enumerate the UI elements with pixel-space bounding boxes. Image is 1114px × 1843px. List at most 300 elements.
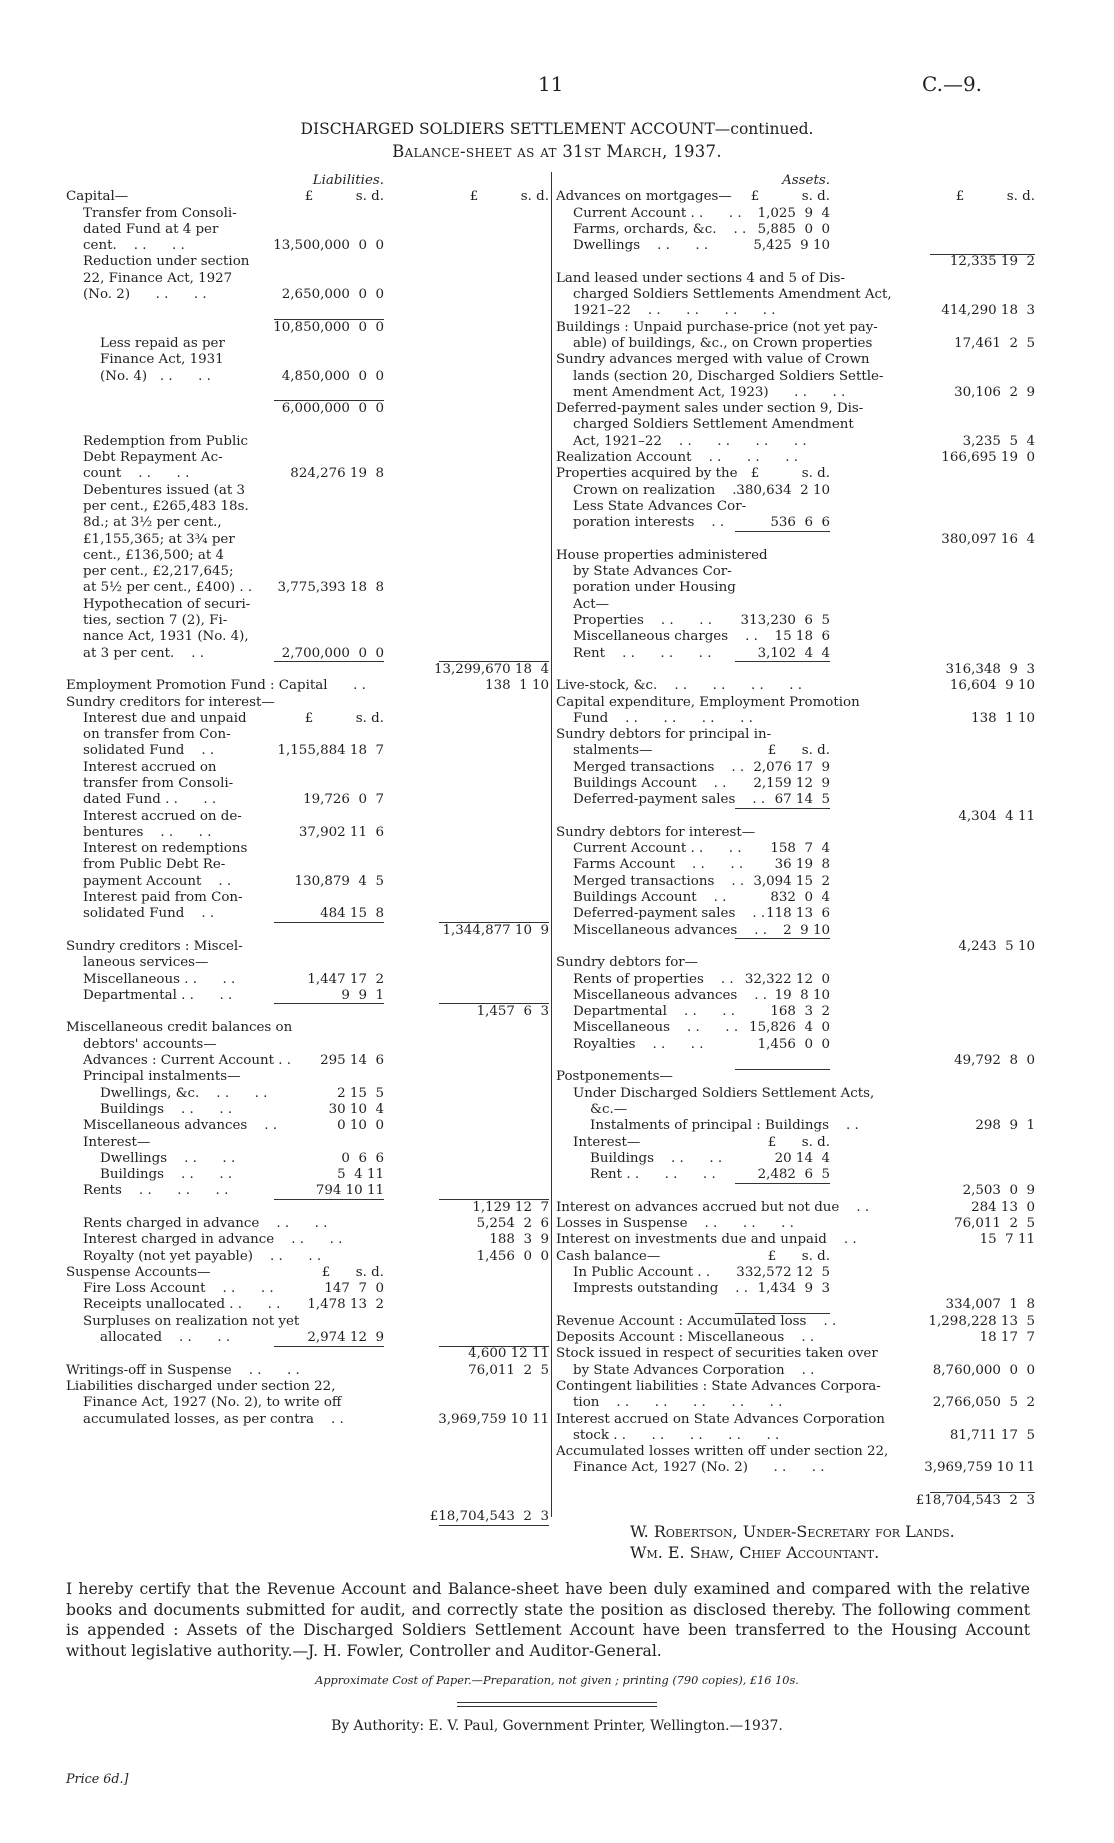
assets-label: Deferred-payment sales . . xyxy=(556,906,766,922)
liabilities-amount-inner: 0 6 6 xyxy=(341,1150,384,1166)
liabilities-row xyxy=(66,271,549,287)
assets-amount-inner: 1,456 0 0 xyxy=(757,1036,830,1052)
assets-label: stalments— xyxy=(556,743,653,759)
liabilities-amount-total: 1,344,877 10 9 xyxy=(442,922,549,938)
subtotal-rule xyxy=(274,400,384,401)
liabilities-row xyxy=(66,1004,549,1020)
liabilities-amount-inner: 2,974 12 9 xyxy=(307,1330,384,1346)
assets-label: Miscellaneous charges . . xyxy=(556,629,758,645)
liabilities-row xyxy=(66,1460,549,1476)
liabilities-amount-inner: 2 15 5 xyxy=(337,1085,384,1101)
liabilities-label: Advances : Current Account . . xyxy=(66,1053,292,1069)
liabilities-amount-total: 1,456 0 0 xyxy=(476,1248,549,1264)
assets-label: stock . . . . . . . . . . xyxy=(556,1427,780,1443)
assets-label: Miscellaneous advances . . xyxy=(556,922,768,938)
footer-rule-top xyxy=(457,1702,657,1703)
liabilities-amount-inner: 30 10 4 xyxy=(328,1101,384,1117)
liabilities-label: nance Act, 1931 (No. 4), xyxy=(66,629,249,645)
liabilities-label: Employment Promotion Fund : Capital . . xyxy=(66,678,366,694)
liabilities-label: Transfer from Consoli- xyxy=(66,205,237,221)
liabilities-row xyxy=(66,776,549,792)
assets-row xyxy=(556,1493,1035,1509)
liabilities-amount-inner: 794 10 11 xyxy=(315,1183,384,1199)
subtotal-rule xyxy=(735,661,830,662)
assets-row xyxy=(556,1020,1035,1036)
assets-row xyxy=(556,401,1035,417)
assets-label: Buildings : Unpaid purchase-price (not yet pay- xyxy=(556,319,878,335)
assets-label: charged Soldiers Settlements Amendment Act, xyxy=(556,287,892,303)
assets-row xyxy=(556,1314,1035,1330)
assets-label: lands (section 20, Discharged Soldiers Settle- xyxy=(556,368,884,384)
assets-row xyxy=(556,1200,1035,1216)
assets-row xyxy=(556,841,1035,857)
assets-row xyxy=(556,1118,1035,1134)
liabilities-row xyxy=(66,743,549,759)
liabilities-amount-total: £ s. d. xyxy=(469,189,549,205)
liabilities-row xyxy=(66,580,549,596)
liabilities-label: £1,155,365; at 3¾ per xyxy=(66,531,235,547)
liabilities-row xyxy=(66,1265,549,1281)
liabilities-label: dated Fund at 4 per xyxy=(66,221,219,237)
assets-amount-total: 17,461 2 5 xyxy=(954,335,1035,351)
liabilities-label: Principal instalments— xyxy=(66,1069,241,1085)
assets-row xyxy=(556,1412,1035,1428)
assets-label: Live-stock, &c. . . . . . . . . xyxy=(556,678,803,694)
assets-label: Farms, orchards, &c. . . xyxy=(556,221,747,237)
assets-label: Capital expenditure, Employment Promotion xyxy=(556,694,860,710)
assets-row xyxy=(556,434,1035,450)
assets-label: tion . . . . . . . . . . xyxy=(556,1395,783,1411)
assets-row xyxy=(556,206,1035,222)
assets-label: poration under Housing xyxy=(556,580,736,596)
liabilities-amount-inner: £ s. d. xyxy=(304,710,384,726)
liabilities-label: from Public Debt Re- xyxy=(66,857,226,873)
assets-label: Fund . . . . . . . . xyxy=(556,710,753,726)
liabilities-row xyxy=(66,1086,549,1102)
liabilities-label: Suspense Accounts— xyxy=(66,1264,211,1280)
assets-label: Cash balance— xyxy=(556,1248,661,1264)
liabilities-label: 8d.; at 3½ per cent., xyxy=(66,515,222,531)
assets-label: Departmental . . . . xyxy=(556,1004,736,1020)
assets-label: Losses in Suspense . . . . . . xyxy=(556,1216,794,1231)
liabilities-amount-total: 1,457 6 3 xyxy=(476,1004,549,1020)
assets-amount-total: 81,711 17 5 xyxy=(949,1427,1035,1443)
liabilities-row xyxy=(66,1444,549,1460)
liabilities-label: Sundry creditors : Miscel- xyxy=(66,938,243,954)
assets-row xyxy=(556,483,1035,499)
audit-certificate: I hereby certify that the Revenue Account and Balance-sheet have been duly examined and compared with the relative books and documents submitted for audit, and correctly state the position as disclosed thereby. The following comment is appended : Assets of the Discharged Soldiers Settlement Account have been transferred to the Housing Account without legislative authority.—J. H. Fowler, Controller and Auditor-General. xyxy=(66,1580,1030,1660)
assets-amount-total: 298 9 1 xyxy=(975,1118,1035,1134)
subtotal-rule xyxy=(439,1003,549,1004)
liabilities-label: Dwellings, &c. . . . . xyxy=(66,1085,268,1101)
liabilities-row xyxy=(66,792,549,808)
assets-amount-total: £18,704,543 2 3 xyxy=(915,1493,1035,1509)
liabilities-label: Capital— xyxy=(66,189,129,205)
assets-label: Miscellaneous . . . . xyxy=(556,1020,739,1036)
account-title: DISCHARGED SOLDIERS SETTLEMENT ACCOUNT—continued. xyxy=(300,120,814,138)
assets-row xyxy=(556,678,1035,694)
footer-rule-bottom xyxy=(457,1706,657,1707)
assets-label: Interest accrued on State Advances Corporation xyxy=(556,1411,885,1427)
liabilities-label: Interest charged in advance . . . . xyxy=(66,1232,343,1248)
assets-label: Finance Act, 1927 (No. 2) . . . . xyxy=(556,1460,825,1476)
assets-label: Rent . . . . . . xyxy=(556,645,712,661)
assets-amount-total: 2,766,050 5 2 xyxy=(932,1395,1035,1411)
liabilities-amount-total: 3,969,759 10 11 xyxy=(438,1411,549,1427)
assets-row xyxy=(556,613,1035,629)
assets-row xyxy=(556,1216,1035,1232)
assets-amount-total: 30,106 2 9 xyxy=(954,384,1035,400)
liabilities-row xyxy=(66,1167,549,1183)
liabilities-amount-inner: 130,879 4 5 xyxy=(294,873,384,889)
liabilities-label: Writings-off in Suspense . . . . xyxy=(66,1362,300,1378)
assets-row xyxy=(556,352,1035,368)
liabilities-row xyxy=(66,906,549,922)
subtotal-rule xyxy=(439,1199,549,1200)
assets-label: Royalties . . . . xyxy=(556,1036,704,1052)
assets-label: Instalments of principal : Buildings . . xyxy=(556,1118,859,1134)
liabilities-row xyxy=(66,613,549,629)
assets-row xyxy=(556,1069,1035,1085)
liabilities-column xyxy=(66,173,549,1526)
assets-label: Contingent liabilities : State Advances Corpora- xyxy=(556,1378,881,1394)
assets-row xyxy=(556,515,1035,531)
liabilities-row xyxy=(66,1053,549,1069)
assets-row xyxy=(556,1037,1035,1053)
liabilities-amount-inner: 10,850,000 0 0 xyxy=(273,319,384,335)
assets-label: Farms Account . . . . xyxy=(556,857,744,873)
assets-row xyxy=(556,776,1035,792)
assets-amount-inner: 20 14 4 xyxy=(774,1150,830,1166)
liabilities-label: Miscellaneous advances . . xyxy=(66,1118,278,1134)
liabilities-row xyxy=(66,287,549,303)
liabilities-row xyxy=(66,369,549,385)
liabilities-label: (No. 4) . . . . xyxy=(66,368,211,384)
liabilities-label: Finance Act, 1931 xyxy=(66,352,224,368)
liabilities-label: Liabilities discharged under section 22, xyxy=(66,1378,336,1394)
assets-label: poration interests . . xyxy=(556,515,725,531)
liabilities-row xyxy=(66,695,549,711)
liabilities-amount-total: 138 1 10 xyxy=(485,678,549,694)
liabilities-amount-total: 5,254 2 6 xyxy=(476,1216,549,1231)
liabilities-row xyxy=(66,1102,549,1118)
assets-row xyxy=(556,287,1035,303)
liabilities-row xyxy=(66,320,549,336)
liabilities-label: 22, Finance Act, 1927 xyxy=(66,270,233,286)
assets-label: Buildings . . . . xyxy=(556,1150,723,1166)
assets-row xyxy=(556,238,1035,254)
assets-label: Sundry debtors for interest— xyxy=(556,824,756,840)
assets-label: Accumulated losses written off under section 22, xyxy=(556,1444,889,1460)
assets-row xyxy=(556,646,1035,662)
liabilities-row xyxy=(66,1151,549,1167)
assets-amount-total: 284 13 0 xyxy=(971,1199,1035,1215)
assets-label: Deposits Account : Miscellaneous . . xyxy=(556,1330,815,1346)
assets-row xyxy=(556,597,1035,613)
assets-label: Properties . . . . xyxy=(556,613,712,629)
assets-row xyxy=(556,303,1035,319)
subtotal-rule xyxy=(735,1183,830,1184)
assets-label: Stock issued in respect of securities taken over xyxy=(556,1346,878,1362)
assets-row xyxy=(556,1444,1035,1460)
liabilities-row xyxy=(66,923,549,939)
assets-amount-inner: 832 0 4 xyxy=(770,890,830,906)
liabilities-amount-inner: £ s. d. xyxy=(304,189,384,205)
liabilities-label: at 5½ per cent., £400) . . xyxy=(66,580,253,596)
assets-amount-inner: 118 13 6 xyxy=(766,906,830,922)
assets-amount-total: 138 1 10 xyxy=(971,710,1035,726)
assets-column xyxy=(556,173,1035,1509)
assets-amount-inner: 158 7 4 xyxy=(770,841,830,857)
liabilities-label: Miscellaneous . . . . xyxy=(66,971,236,987)
cost-of-paper-note: Approximate Cost of Paper.—Preparation, not given ; printing (790 copies), £16 10s. xyxy=(315,1674,799,1687)
assets-label: Sundry advances merged with value of Crown xyxy=(556,352,870,368)
liabilities-row xyxy=(66,727,549,743)
assets-row xyxy=(556,1183,1035,1199)
liabilities-label: debtors' accounts— xyxy=(66,1036,217,1052)
assets-label: Rent . . . . . . xyxy=(556,1167,716,1183)
assets-label: Land leased under sections 4 and 5 of Dis- xyxy=(556,270,845,286)
subtotal-rule xyxy=(439,922,549,923)
assets-amount-inner: 1,025 9 4 xyxy=(757,205,830,221)
assets-amount-inner: £ s. d. xyxy=(750,466,830,482)
liabilities-label: ties, section 7 (2), Fi- xyxy=(66,613,228,629)
liabilities-row xyxy=(66,434,549,450)
assets-amount-total: 15 7 11 xyxy=(979,1232,1035,1248)
liabilities-amount-inner: £ s. d. xyxy=(321,1264,384,1280)
assets-label: Miscellaneous advances . . xyxy=(556,987,768,1003)
assets-row xyxy=(556,1135,1035,1151)
liabilities-label: Debentures issued (at 3 xyxy=(66,482,246,498)
liabilities-row xyxy=(66,222,549,238)
assets-row xyxy=(556,173,1035,189)
liabilities-row xyxy=(66,825,549,841)
assets-heading: Assets. xyxy=(782,173,830,188)
assets-label: Interest on advances accrued but not due . . xyxy=(556,1199,870,1215)
assets-row xyxy=(556,988,1035,1004)
liabilities-amount-inner: 295 14 6 xyxy=(320,1053,384,1069)
liabilities-row xyxy=(66,385,549,401)
liabilities-row xyxy=(66,238,549,254)
liabilities-label: Interest— xyxy=(66,1134,151,1150)
assets-row xyxy=(556,906,1035,922)
assets-row xyxy=(556,450,1035,466)
assets-amount-inner: 2,076 17 9 xyxy=(753,759,830,775)
assets-amount-total: 334,007 1 8 xyxy=(945,1297,1035,1313)
assets-row xyxy=(556,629,1035,645)
assets-row xyxy=(556,890,1035,906)
liabilities-amount-inner: 1,447 17 2 xyxy=(307,971,384,987)
liabilities-label: Departmental . . . . xyxy=(66,987,233,1003)
liabilities-label: solidated Fund . . xyxy=(66,743,215,759)
liabilities-label: Interest accrued on xyxy=(66,759,217,775)
liabilities-amount-inner: 19,726 0 7 xyxy=(303,792,384,808)
assets-amount-inner: 3,094 15 2 xyxy=(753,873,830,889)
subtotal-rule xyxy=(930,1492,1035,1493)
assets-row xyxy=(556,271,1035,287)
assets-row xyxy=(556,857,1035,873)
assets-row xyxy=(556,1297,1035,1313)
liabilities-row xyxy=(66,1200,549,1216)
assets-amount-total: 166,695 19 0 xyxy=(941,450,1035,466)
liabilities-amount-total: 76,011 2 5 xyxy=(468,1362,549,1378)
subtotal-rule xyxy=(274,922,384,923)
liabilities-label: Redemption from Public xyxy=(66,433,249,449)
assets-amount-inner: £ s. d. xyxy=(767,1248,830,1264)
liabilities-row xyxy=(66,1412,549,1428)
liabilities-amount-inner: 147 7 0 xyxy=(324,1281,384,1297)
assets-row xyxy=(556,1363,1035,1379)
liabilities-label: Reduction under section xyxy=(66,254,250,270)
liabilities-label: Interest accrued on de- xyxy=(66,808,242,824)
assets-amount-inner: £ s. d. xyxy=(767,1134,830,1150)
liabilities-amount-inner: 484 15 8 xyxy=(320,906,384,922)
liabilities-row xyxy=(66,662,549,678)
assets-amount-total: 4,304 4 11 xyxy=(958,808,1035,824)
liabilities-row xyxy=(66,1493,549,1509)
assets-amount-total: 2,503 0 9 xyxy=(962,1183,1035,1199)
assets-label: Less State Advances Cor- xyxy=(556,498,747,514)
liabilities-row xyxy=(66,1363,549,1379)
assets-row xyxy=(556,1379,1035,1395)
balance-sheet-title: Balance-sheet as at 31st March, 1937. xyxy=(392,142,722,161)
liabilities-amount-total: 1,129 12 7 xyxy=(472,1199,549,1215)
assets-amount-inner: 15,826 4 0 xyxy=(749,1020,830,1036)
liabilities-row xyxy=(66,1477,549,1493)
liabilities-row xyxy=(66,629,549,645)
subtotal-rule xyxy=(439,661,549,662)
assets-row xyxy=(556,1395,1035,1411)
subtotal-rule xyxy=(735,1313,830,1314)
liabilities-label: Rents . . . . . . xyxy=(66,1183,229,1199)
assets-row xyxy=(556,825,1035,841)
assets-label: Act— xyxy=(556,596,609,612)
liabilities-row xyxy=(66,972,549,988)
assets-row xyxy=(556,189,1035,205)
assets-label: Sundry debtors for— xyxy=(556,955,699,971)
assets-label: ment Amendment Act, 1923) . . . . xyxy=(556,384,846,400)
liabilities-amount-inner: 2,650,000 0 0 xyxy=(281,287,384,303)
assets-label: Under Discharged Soldiers Settlement Acts, xyxy=(556,1085,875,1101)
liabilities-amount-inner: 13,500,000 0 0 xyxy=(273,238,384,254)
liabilities-row xyxy=(66,303,549,319)
assets-label: 1921–22 . . . . . . . . xyxy=(556,303,776,319)
liabilities-row xyxy=(66,1216,549,1232)
assets-label: Advances on mortgages— xyxy=(556,189,732,205)
assets-row xyxy=(556,923,1035,939)
assets-row xyxy=(556,1460,1035,1476)
assets-label: Buildings Account . . xyxy=(556,775,727,791)
assets-amount-total: 3,235 5 4 xyxy=(962,433,1035,449)
liabilities-row xyxy=(66,499,549,515)
subtotal-rule xyxy=(735,531,830,532)
document-reference: C.—9. xyxy=(922,72,983,96)
assets-row xyxy=(556,1053,1035,1069)
liabilities-heading: Liabilities. xyxy=(312,173,384,188)
liabilities-amount-inner: 824,276 19 8 xyxy=(290,466,384,482)
liabilities-row xyxy=(66,1135,549,1151)
assets-row xyxy=(556,972,1035,988)
assets-amount-inner: 3,102 4 4 xyxy=(757,645,830,661)
assets-amount-inner: 1,434 9 3 xyxy=(757,1281,830,1297)
assets-row xyxy=(556,1346,1035,1362)
assets-row xyxy=(556,1167,1035,1183)
liabilities-label: dated Fund . . . . xyxy=(66,792,217,808)
liabilities-label: allocated . . . . xyxy=(66,1330,231,1346)
liabilities-row xyxy=(66,955,549,971)
assets-label: able) of buildings, &c., on Crown properties xyxy=(556,335,873,351)
liabilities-row xyxy=(66,206,549,222)
assets-amount-inner: 5,885 0 0 xyxy=(757,221,830,237)
assets-amount-total: 16,604 9 10 xyxy=(949,678,1035,694)
assets-row xyxy=(556,695,1035,711)
liabilities-row xyxy=(66,1020,549,1036)
assets-label: Deferred-payment sales . . xyxy=(556,792,766,808)
subtotal-rule xyxy=(735,808,830,809)
liabilities-amount-total: £18,704,543 2 3 xyxy=(429,1509,549,1525)
liabilities-row xyxy=(66,1314,549,1330)
subtotal-rule xyxy=(439,1346,549,1347)
liabilities-row xyxy=(66,1118,549,1134)
liabilities-label: Less repaid as per xyxy=(66,335,225,351)
assets-row xyxy=(556,743,1035,759)
liabilities-row xyxy=(66,483,549,499)
assets-label: Realization Account . . . . . . xyxy=(556,450,798,466)
assets-row xyxy=(556,1281,1035,1297)
assets-label: Interest— xyxy=(556,1134,641,1150)
assets-row xyxy=(556,417,1035,433)
assets-amount-inner: 536 6 6 xyxy=(770,515,830,531)
liabilities-row xyxy=(66,532,549,548)
liabilities-amount-inner: 5 4 11 xyxy=(337,1167,384,1183)
assets-amount-inner: 32,322 12 0 xyxy=(744,971,830,987)
liabilities-label: Interest on redemptions xyxy=(66,841,248,857)
subtotal-rule xyxy=(274,319,384,320)
liabilities-amount-inner: 6,000,000 0 0 xyxy=(281,401,384,417)
assets-label: Postponements— xyxy=(556,1069,673,1085)
assets-amount-total: 1,298,228 13 5 xyxy=(928,1313,1035,1329)
liabilities-label: at 3 per cent. . . xyxy=(66,645,205,661)
liabilities-label: accumulated losses, as per contra . . xyxy=(66,1411,344,1427)
assets-row xyxy=(556,564,1035,580)
assets-amount-total: 49,792 8 0 xyxy=(954,1053,1035,1069)
assets-row xyxy=(556,1102,1035,1118)
liabilities-row xyxy=(66,401,549,417)
liabilities-label: cent., £136,500; at 4 xyxy=(66,547,225,563)
liabilities-row xyxy=(66,1428,549,1444)
assets-label: Current Account . . . . xyxy=(556,205,742,221)
assets-amount-total: 12,335 19 2 xyxy=(949,254,1035,270)
liabilities-label: cent. . . . . xyxy=(66,238,185,254)
liabilities-label: payment Account . . xyxy=(66,873,232,889)
liabilities-row xyxy=(66,646,549,662)
assets-label: Sundry debtors for principal in- xyxy=(556,727,772,743)
assets-label: Properties acquired by the xyxy=(556,466,738,482)
liabilities-label: Fire Loss Account . . . . xyxy=(66,1281,274,1297)
liabilities-label: Finance Act, 1927 (No. 2), to write off xyxy=(66,1395,342,1411)
liabilities-label: (No. 2) . . . . xyxy=(66,287,207,303)
assets-amount-inner: 2,159 12 9 xyxy=(753,775,830,791)
assets-row xyxy=(556,385,1035,401)
liabilities-label: Sundry creditors for interest— xyxy=(66,694,275,710)
liabilities-row xyxy=(66,857,549,873)
assets-label: Crown on realization . . xyxy=(556,482,746,498)
assets-amount-inner: 2 9 10 xyxy=(783,922,830,938)
liabilities-row xyxy=(66,254,549,270)
liabilities-row xyxy=(66,678,549,694)
assets-label: Revenue Account : Accumulated loss . . xyxy=(556,1313,837,1329)
liabilities-row xyxy=(66,1395,549,1411)
